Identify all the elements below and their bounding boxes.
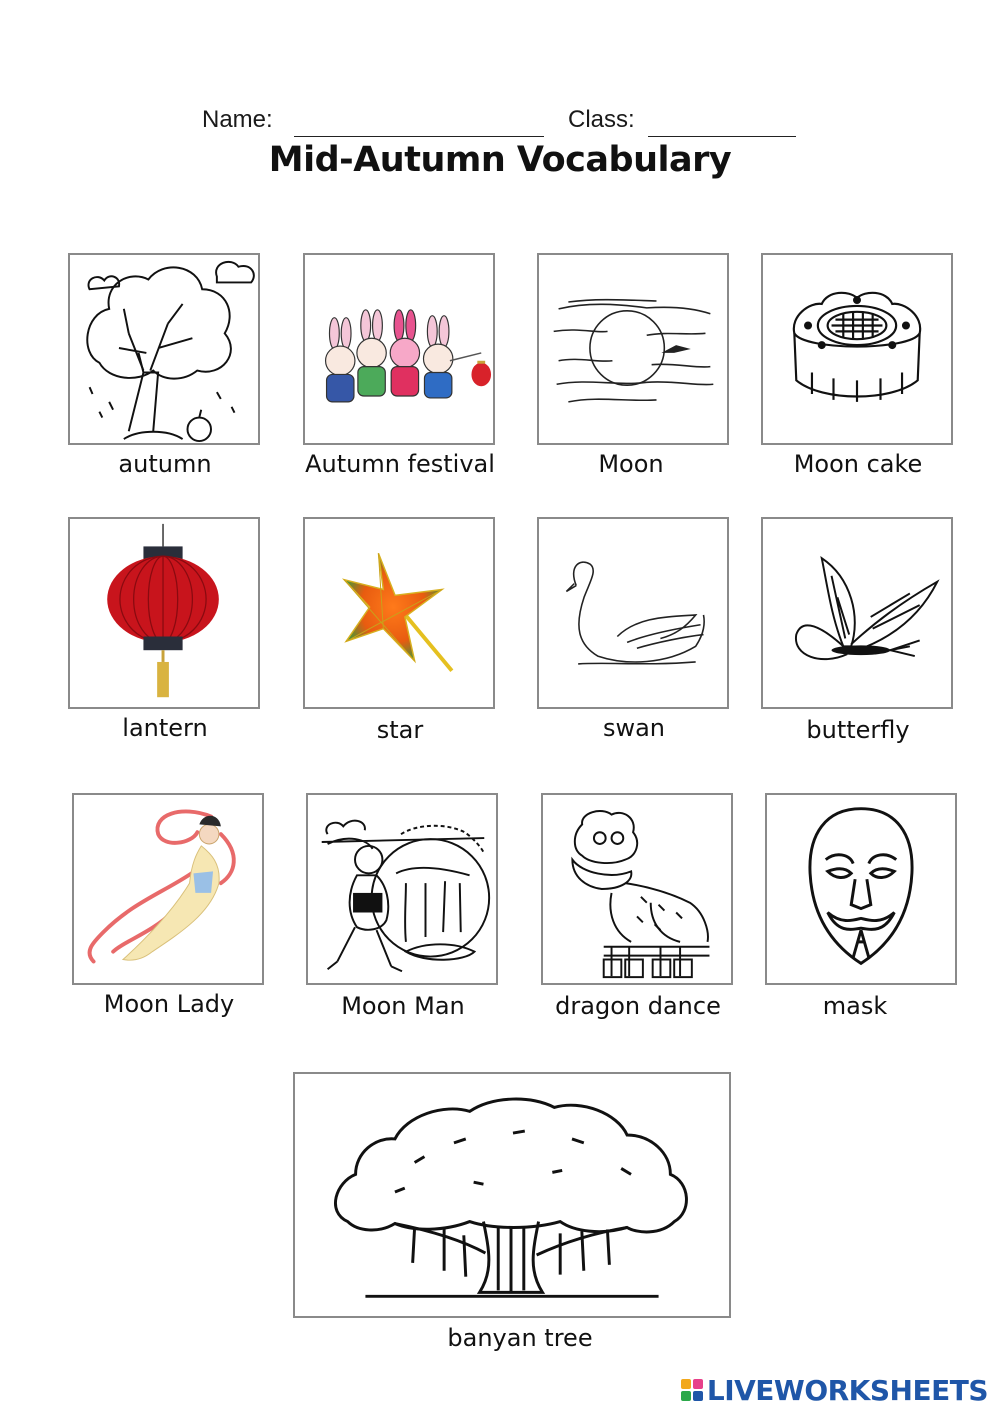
card-moon-lady [72, 793, 264, 985]
mooncake-icon [763, 255, 951, 443]
moon-clouds-icon [539, 255, 727, 443]
rabbits-festival-icon [305, 255, 493, 443]
card-star [303, 517, 495, 709]
label-banyan-tree: banyan tree [447, 1324, 593, 1352]
card-moon-man [306, 793, 498, 985]
card-lantern [68, 517, 260, 709]
label-moon-cake: Moon cake [793, 450, 923, 478]
label-butterfly: butterfly [806, 716, 910, 744]
autumn-tree-icon [70, 255, 258, 443]
butterfly-icon [763, 519, 951, 707]
class-field[interactable] [648, 136, 796, 137]
label-swan: swan [602, 714, 666, 742]
card-dragon-dance [541, 793, 733, 985]
class-label: Class: [568, 106, 635, 133]
label-moon-lady: Moon Lady [103, 990, 235, 1018]
name-label: Name: [202, 106, 273, 133]
brand-name: LIVEWORKSHEETS [706, 1373, 988, 1407]
card-mask [765, 793, 957, 985]
red-lantern-icon [70, 519, 258, 707]
label-dragon-dance: dragon dance [555, 992, 721, 1020]
star-lantern-icon [305, 519, 493, 707]
lion-dance-icon [543, 795, 731, 983]
label-mask: mask [822, 992, 888, 1020]
name-class-line [0, 106, 1000, 142]
liveworksheets-logo[interactable] [681, 1372, 988, 1408]
moon-lady-icon [74, 795, 262, 983]
brand-grid-icon [681, 1379, 703, 1401]
card-moon-cake [761, 253, 953, 445]
label-moon-man: Moon Man [341, 992, 465, 1020]
label-lantern: lantern [122, 714, 208, 742]
name-field[interactable] [294, 136, 544, 137]
card-banyan-tree [293, 1072, 731, 1318]
card-swan [537, 517, 729, 709]
mask-icon [767, 795, 955, 983]
moon-man-icon [308, 795, 496, 983]
label-autumn-festival: Autumn festival [305, 450, 495, 478]
card-moon [537, 253, 729, 445]
card-autumn-festival [303, 253, 495, 445]
label-star: star [376, 716, 424, 744]
page-title: Mid-Autumn Vocabulary [268, 140, 732, 180]
label-autumn: autumn [118, 450, 212, 478]
label-moon: Moon [598, 450, 664, 478]
swan-icon [539, 519, 727, 707]
banyan-tree-icon [295, 1074, 729, 1316]
card-autumn [68, 253, 260, 445]
card-butterfly [761, 517, 953, 709]
